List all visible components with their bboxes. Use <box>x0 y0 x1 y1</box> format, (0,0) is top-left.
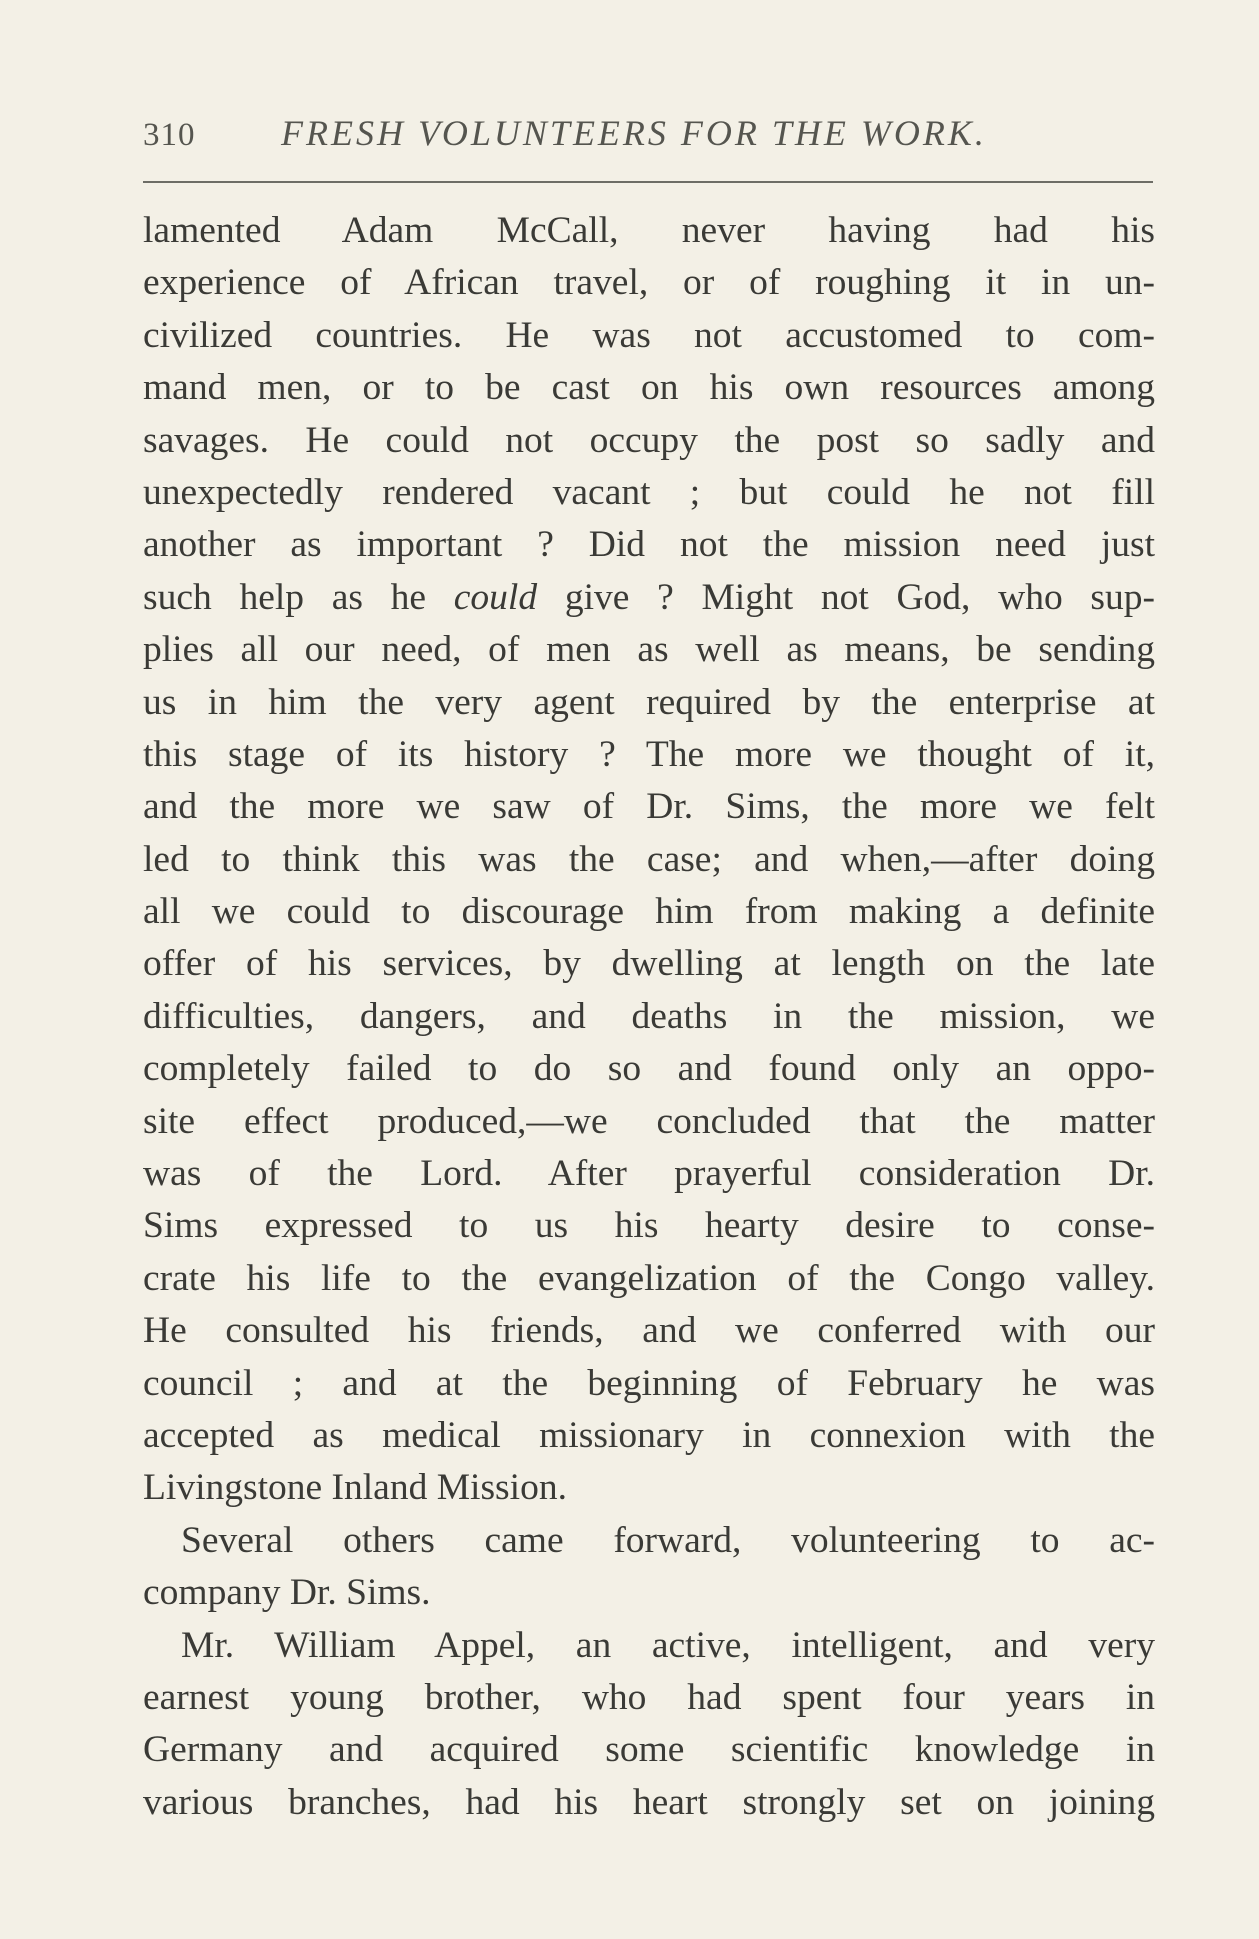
text-line: Livingstone Inland Mission. <box>143 1467 567 1509</box>
text-line: us in him the very agent required by the enterprise at <box>143 681 1155 723</box>
text-line: all we could to discourage him from making a definite <box>143 891 1155 933</box>
text-line: unexpectedly rendered vacant ; but could he not fill <box>143 471 1155 513</box>
text-line: various branches, had his heart strongly set on joining <box>143 1781 1155 1823</box>
text-run: give ? Might not God, who sup- <box>537 576 1155 618</box>
text-line: was of the Lord. After prayerful consideration Dr. <box>143 1153 1155 1195</box>
text-line: Germany and acquired some scientific knowledge in <box>143 1729 1155 1771</box>
text-line: Several others came forward, volunteering to ac- <box>181 1519 1155 1561</box>
text-line: completely failed to do so and found only an oppo- <box>143 1048 1155 1090</box>
text-line: this stage of its history ? The more we thought of it, <box>143 733 1155 775</box>
running-title: FRESH VOLUNTEERS FOR THE WORK. <box>281 113 987 153</box>
text-line: crate his life to the evangelization of the Congo valley. <box>143 1257 1155 1299</box>
text-run: such help as he <box>143 576 454 618</box>
text-line: He consulted his friends, and we conferred with our <box>143 1310 1155 1352</box>
text-line: led to think this was the case; and when,—after doing <box>143 838 1155 880</box>
text-line: earnest young brother, who had spent four years in <box>143 1676 1155 1718</box>
text-line: experience of African travel, or of roughing it in un- <box>143 262 1155 304</box>
body-text <box>143 205 1155 1829</box>
running-head <box>143 108 1153 158</box>
text-line: council ; and at the beginning of February he was <box>143 1362 1155 1404</box>
text-line: Sims expressed to us his hearty desire to conse- <box>143 1205 1155 1247</box>
text-line: civilized countries. He was not accustomed to com- <box>143 314 1155 356</box>
text-line: plies all our need, of men as well as means, be sending <box>143 629 1155 671</box>
text-line: mand men, or to be cast on his own resources among <box>143 367 1155 409</box>
text-line <box>143 572 1155 624</box>
text-line: Mr. William Appel, an active, intelligent, and very <box>181 1624 1155 1666</box>
page-number: 310 <box>143 117 196 153</box>
text-line: accepted as medical missionary in connexion with the <box>143 1414 1155 1456</box>
text-line: another as important ? Did not the mission need just <box>143 524 1155 566</box>
italic-word: could <box>453 576 538 618</box>
text-line: site effect produced,—we concluded that the matter <box>143 1100 1155 1142</box>
header-rule <box>143 181 1153 183</box>
text-line: and the more we saw of Dr. Sims, the more we felt <box>143 786 1155 828</box>
text-line: lamented Adam McCall, never having had his <box>143 210 1155 251</box>
text-line: savages. He could not occupy the post so sadly and <box>143 419 1155 461</box>
text-line: difficulties, dangers, and deaths in the mission, we <box>143 995 1155 1037</box>
text-line: company Dr. Sims. <box>143 1572 431 1614</box>
text-line: offer of his services, by dwelling at length on the late <box>143 943 1155 985</box>
